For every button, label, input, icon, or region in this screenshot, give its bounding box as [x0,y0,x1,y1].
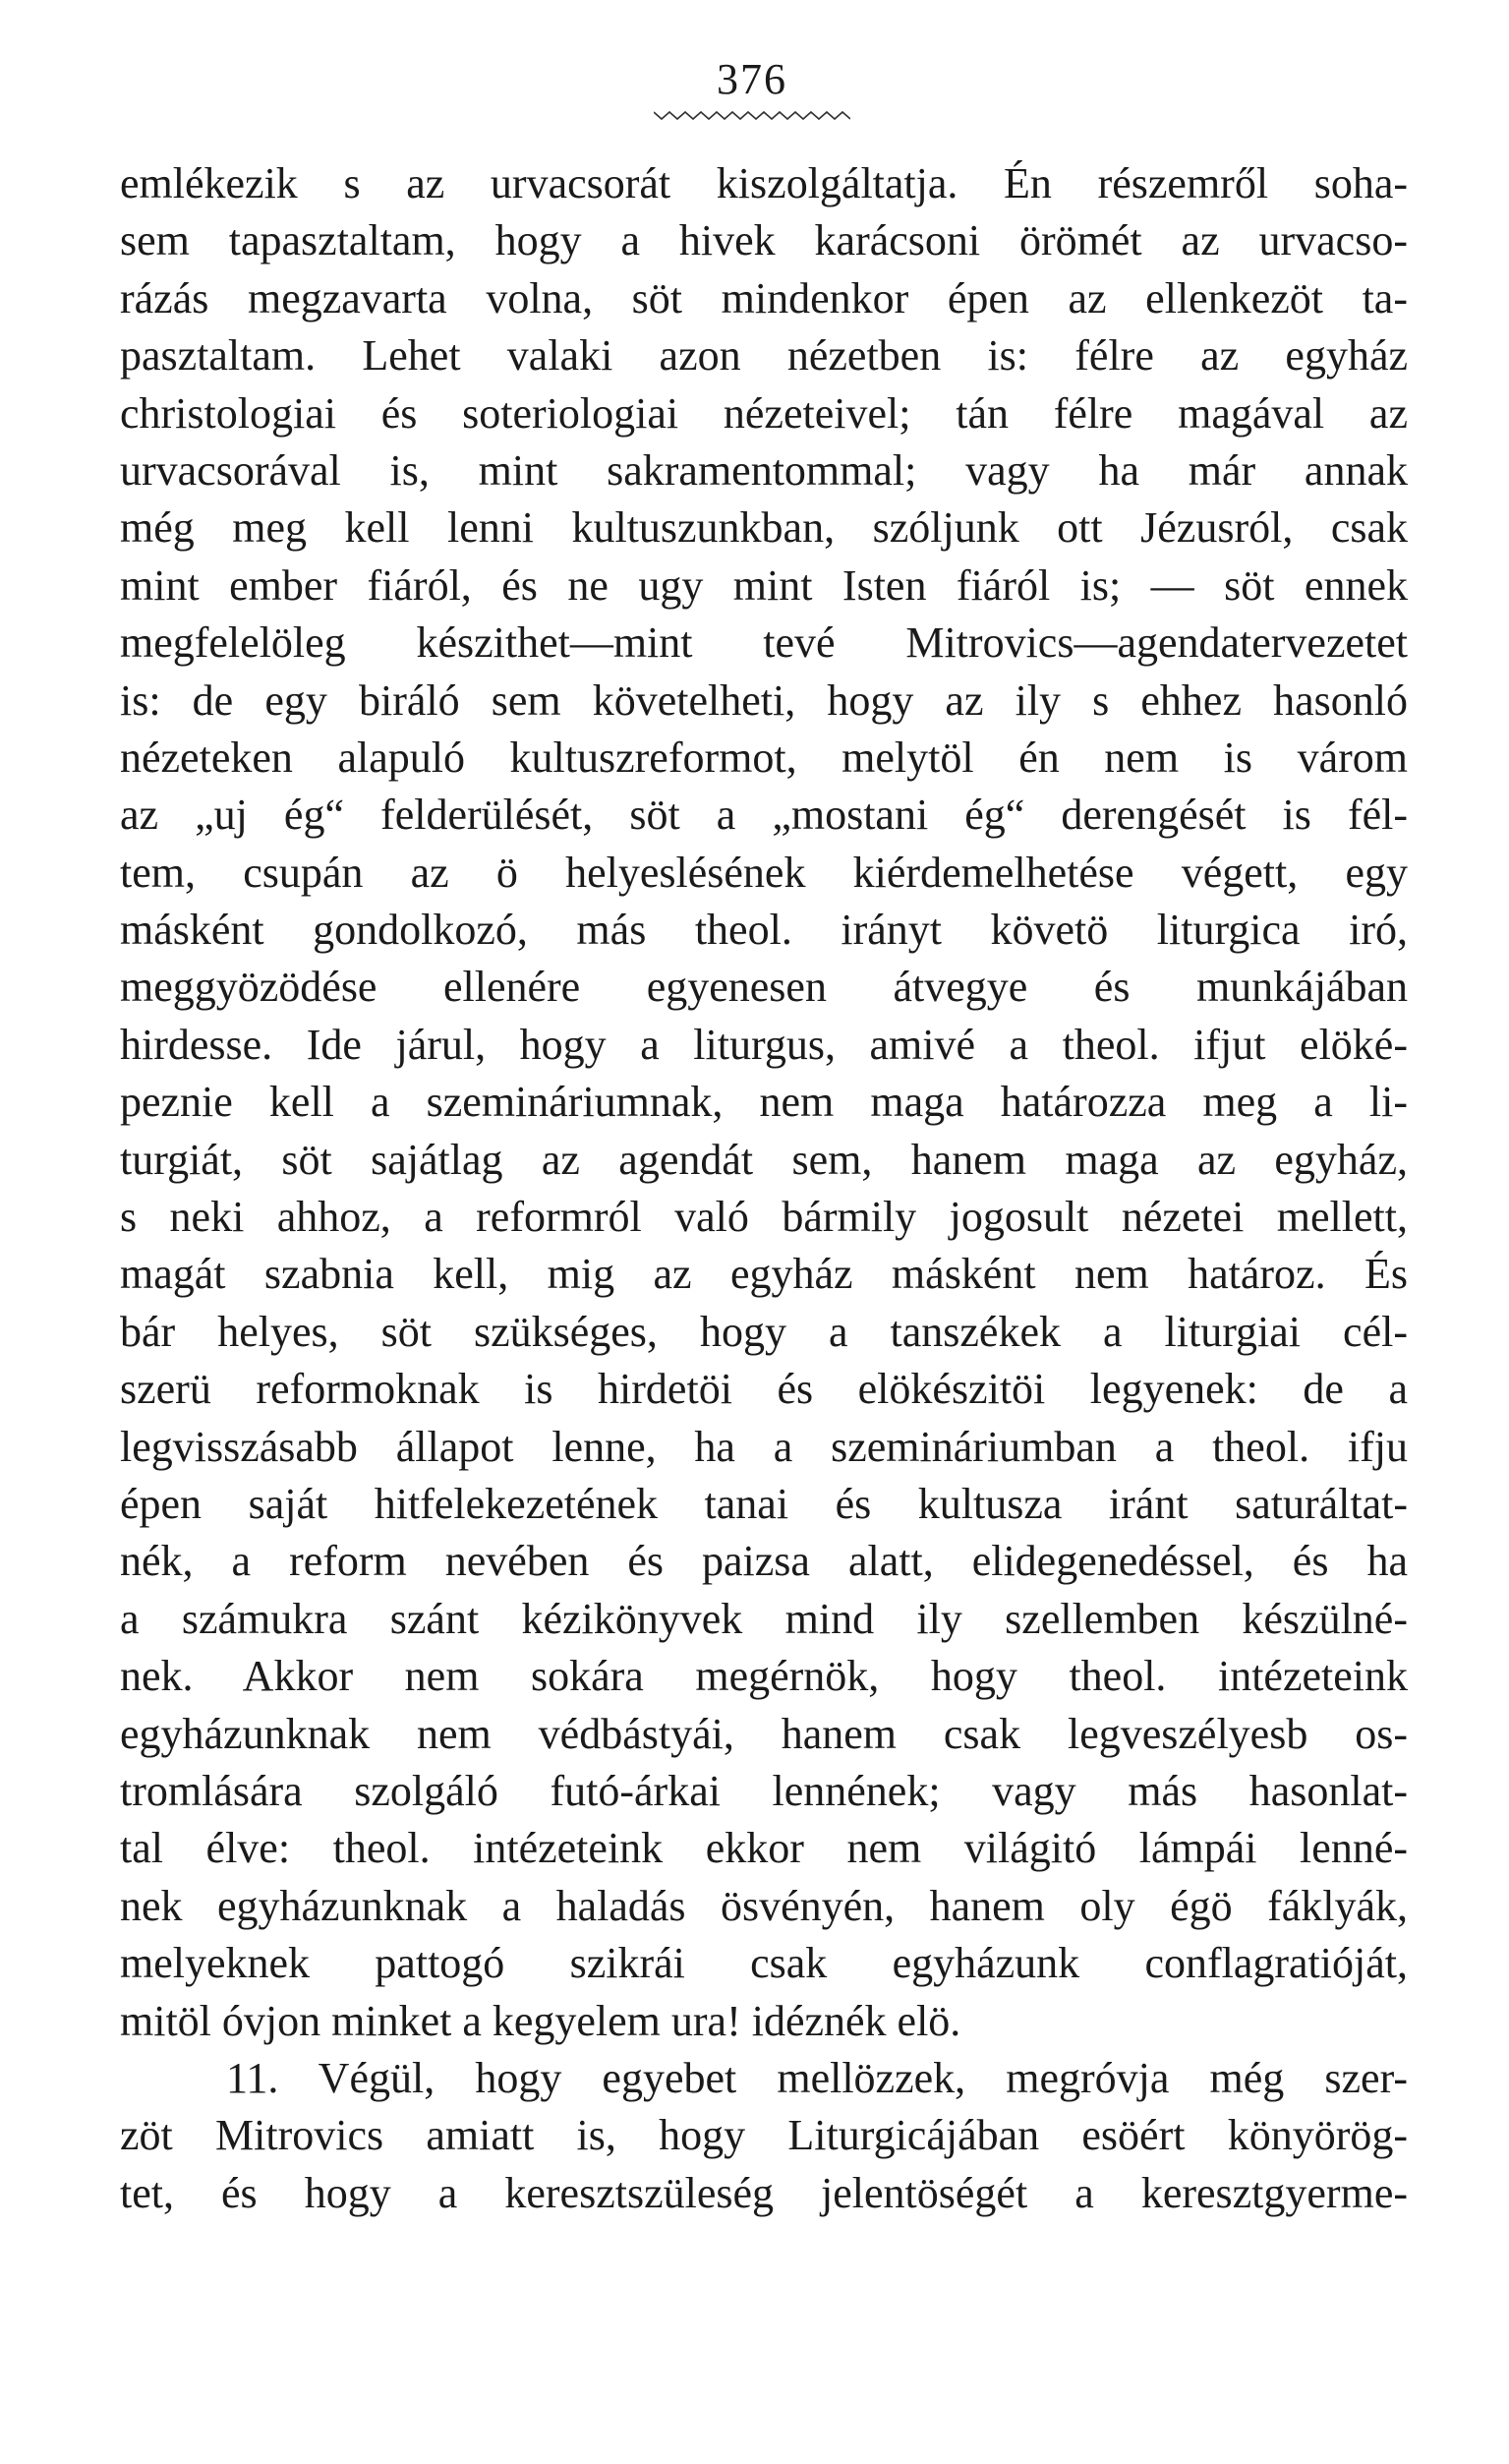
text-line: másként gondolkozó, más theol. irányt követö liturgica iró, [120,906,1408,955]
text-line: nék, a reform nevében és paizsa alatt, elidegenedéssel, és ha [120,1537,1408,1586]
text-line: egyházunknak nem védbástyái, hanem csak legveszélyesb os- [120,1709,1408,1758]
text-line: magát szabnia kell, mig az egyház másként nem határoz. És [120,1250,1408,1299]
page-number: 376 [717,55,787,103]
text-line: a számukra szánt kézikönyvek mind ily szellemben készülné- [120,1594,1408,1643]
text-line: christologiai és soteriologiai nézeteivel; tán félre magával az [120,388,1408,438]
text-line: tet, és hogy a keresztszüleség jelentöségét a keresztgyerme- [120,2168,1408,2217]
text-line: épen saját hitfelekezetének tanai és kultusza iránt saturáltat- [120,1479,1408,1528]
text-line: mint ember fiáról, és ne ugy mint Isten fiáról is; — söt ennek [120,560,1408,610]
text-line: tal élve: theol. intézeteink ekkor nem világitó lámpái lenné- [120,1824,1408,1873]
text-line: tem, csupán az ö helyeslésének kiérdemelhetése végett, egy [120,848,1408,897]
text-line: turgiát, söt sajátlag az agendát sem, hanem maga az egyház, [120,1135,1408,1184]
text-line: is: de egy biráló sem követelheti, hogy az ily s ehhez hasonló [120,675,1408,725]
text-line: pasztaltam. Lehet valaki azon nézetben is: félre az egyház [120,331,1408,381]
text-line: még meg kell lenni kultuszunkban, szóljunk ott Jézusról, csak [120,503,1408,553]
text-line: zöt Mitrovics amiatt is, hogy Liturgicájában esöért könyörög- [120,2111,1408,2160]
text-line: szerü reformoknak is hirdetöi és elökészitöi legyenek: de a [120,1365,1408,1414]
text-line: sem tapasztaltam, hogy a hivek karácsoni örömét az urvacso- [120,216,1408,265]
text-line: az „uj ég“ felderülését, söt a „mostani ég“ derengését is fél- [120,791,1408,840]
text-line: tromlására szolgáló futó-árkai lennének; vagy más hasonlat- [120,1766,1408,1815]
body-text [120,155,1408,2222]
text-line: rázás megzavarta volna, söt mindenkor épen az ellenkezöt ta- [120,273,1408,323]
text-line: nézeteken alapuló kultuszreformot, melytöl én nem is várom [120,733,1408,782]
text-line: bár helyes, söt szükséges, hogy a tanszékek a liturgiai cél- [120,1307,1408,1356]
text-line: meggyözödése ellenére egyenesen átvegye és munkájában [120,963,1408,1012]
text-line: nek egyházunknak a haladás ösvényén, hanem oly égö fáklyák, [120,1881,1408,1930]
text-line: urvacsorával is, mint sakramentommal; vagy ha már annak [120,445,1408,495]
text-line: legvisszásabb állapot lenne, ha a szemináriumban a theol. ifju [120,1422,1408,1471]
text-line: emlékezik s az urvacsorát kiszolgáltatja. Én részemről soha- [120,159,1408,207]
text-line: mitöl óvjon minket a kegyelem ura! idéznék elö. [120,1996,961,2045]
text-line: megfelelöleg készithet—mint tevé Mitrovics—agendatervezetet [120,618,1408,668]
text-line: hirdesse. Ide járul, hogy a liturgus, amivé a theol. ifjut elöké- [120,1020,1408,1069]
text-line: peznie kell a szemináriumnak, nem maga határozza meg a li- [120,1078,1408,1127]
text-line: s neki ahhoz, a reformról való bármily jogosult nézetei mellett, [120,1193,1408,1242]
page-number-ornament [654,108,850,122]
text-line: melyeknek pattogó szikrái csak egyházunk conflagratióját, [120,1939,1408,1988]
paragraph-start-line: 11. Végül, hogy egyebet mellözzek, megróvja még szer- [226,2053,1408,2102]
text-line: nek. Akkor nem sokára megérnök, hogy theol. intézeteink [120,1652,1408,1701]
